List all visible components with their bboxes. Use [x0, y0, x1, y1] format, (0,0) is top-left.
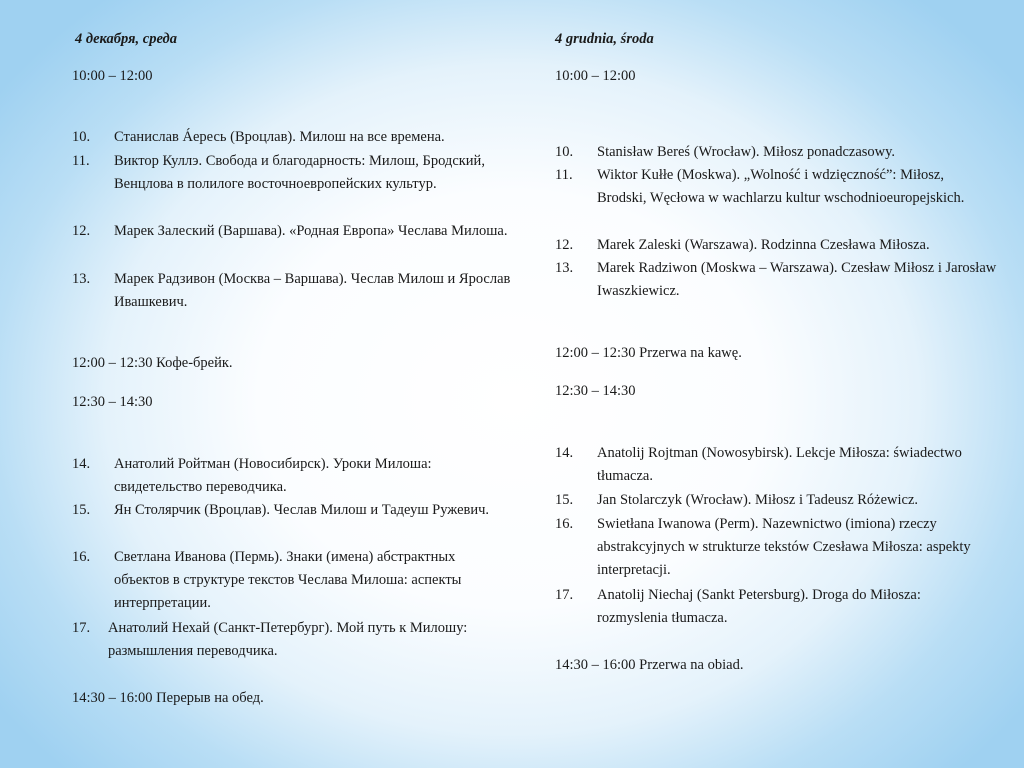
- item-text: Marek Zaleski (Warszawa). Rodzinna Czesława Miłosza.: [597, 237, 930, 253]
- item-number: 12.: [555, 237, 574, 253]
- item-number: 15.: [555, 492, 574, 508]
- program-item: [555, 584, 995, 630]
- item-number: 11.: [72, 153, 90, 169]
- program-item: [555, 442, 995, 488]
- item-text: Анатолий Нехай (Санкт-Петербург). Мой путь к Милошу: размышления переводчика.: [108, 620, 468, 659]
- item-number: 16.: [72, 549, 91, 565]
- coffee-break: 12:00 – 12:30 Przerwa na kawę.: [555, 345, 742, 361]
- lunch-break: 14:30 – 16:00 Przerwa na obiad.: [555, 657, 744, 673]
- day-heading: 4 декабря, среда: [75, 31, 177, 47]
- item-number: 17.: [72, 620, 91, 636]
- item-text: Ян Столярчик (Вроцлав). Чеслав Милош и Тадеуш Ружевич.: [114, 502, 490, 518]
- day-heading: 4 grudnia, środa: [555, 31, 654, 47]
- program-item: [555, 257, 1010, 303]
- item-text: Marek Radziwon (Moskwa – Warszawa). Czesław Miłosz i Jarosław Iwaszkiewicz.: [597, 260, 997, 299]
- session-time: 12:30 – 14:30: [555, 383, 636, 399]
- item-number: 17.: [555, 587, 574, 603]
- item-text: Марек Залеский (Варшава). «Родная Европа» Чеслава Милоша.: [114, 223, 508, 239]
- item-number: 14.: [72, 456, 91, 472]
- item-number: 11.: [555, 167, 573, 183]
- item-text: Stanisław Bereś (Wrocław). Miłosz ponadczasowy.: [597, 144, 896, 160]
- item-text: Марек Радзивон (Москва – Варшава). Чеслав Милош и Ярослав Ивашкевич.: [114, 271, 511, 310]
- session-time: 10:00 – 12:00: [555, 68, 636, 84]
- item-text: Anatolij Rojtman (Nowosybirsk). Lekcje Miłosza: świadectwo tłumacza.: [597, 445, 962, 484]
- program-item: [72, 546, 502, 615]
- program-item: [555, 489, 1015, 512]
- program-item: [72, 220, 520, 243]
- item-number: 12.: [72, 223, 91, 239]
- item-text: Wiktor Kułłe (Moskwa). „Wolność i wdzięczność”: Miłosz, Brodski, Węcłowa w wachlarzu kultur wschodnioeuropejskich.: [597, 167, 965, 206]
- program-item: [72, 150, 512, 196]
- item-number: 10.: [555, 144, 574, 160]
- program-item: [555, 513, 995, 582]
- program-item: [72, 453, 502, 499]
- item-text: Anatolij Niechaj (Sankt Petersburg). Droga do Miłosza: rozmyslenia tłumacza.: [597, 587, 921, 626]
- item-number: 10.: [72, 129, 91, 145]
- item-text: Виктор Куллэ. Свобода и благодарность: Милош, Бродский, Венцлова в полилоге восточноевропейских культур.: [114, 153, 485, 192]
- item-number: 13.: [72, 271, 91, 287]
- item-text: Станислав Áересь (Вроцлав). Милош на все времена.: [114, 129, 445, 145]
- item-number: 16.: [555, 516, 574, 532]
- program-item: [72, 126, 520, 149]
- program-item: [555, 164, 975, 210]
- program-item: [72, 499, 502, 522]
- item-text: Светлана Иванова (Пермь). Знаки (имена) абстрактных объектов в структуре текстов Чеслава Милоша: аспекты интерпретации.: [114, 549, 462, 611]
- item-number: 13.: [555, 260, 574, 276]
- item-text: Swietłana Iwanowa (Perm). Nazewnictwo (imiona) rzeczy abstrakcyjnych w strukturze tekstów Czesława Miłosza: aspekty interpretacji.: [597, 516, 971, 578]
- session-time: 10:00 – 12:00: [72, 68, 153, 84]
- coffee-break: 12:00 – 12:30 Кофе-брейк.: [72, 355, 233, 371]
- item-text: Jan Stolarczyk (Wrocław). Miłosz i Tadeusz Różewicz.: [597, 492, 919, 508]
- item-number: 15.: [72, 502, 91, 518]
- item-number: 14.: [555, 445, 574, 461]
- session-time: 12:30 – 14:30: [72, 394, 153, 410]
- lunch-break: 14:30 – 16:00 Перерыв на обед.: [72, 690, 264, 706]
- item-text: Анатолий Ройтман (Новосибирск). Уроки Милоша: свидетельство переводчика.: [114, 456, 432, 495]
- program-item: [555, 141, 1015, 164]
- program-item: [72, 617, 487, 663]
- program-item: [72, 268, 512, 314]
- program-item: [555, 234, 1015, 257]
